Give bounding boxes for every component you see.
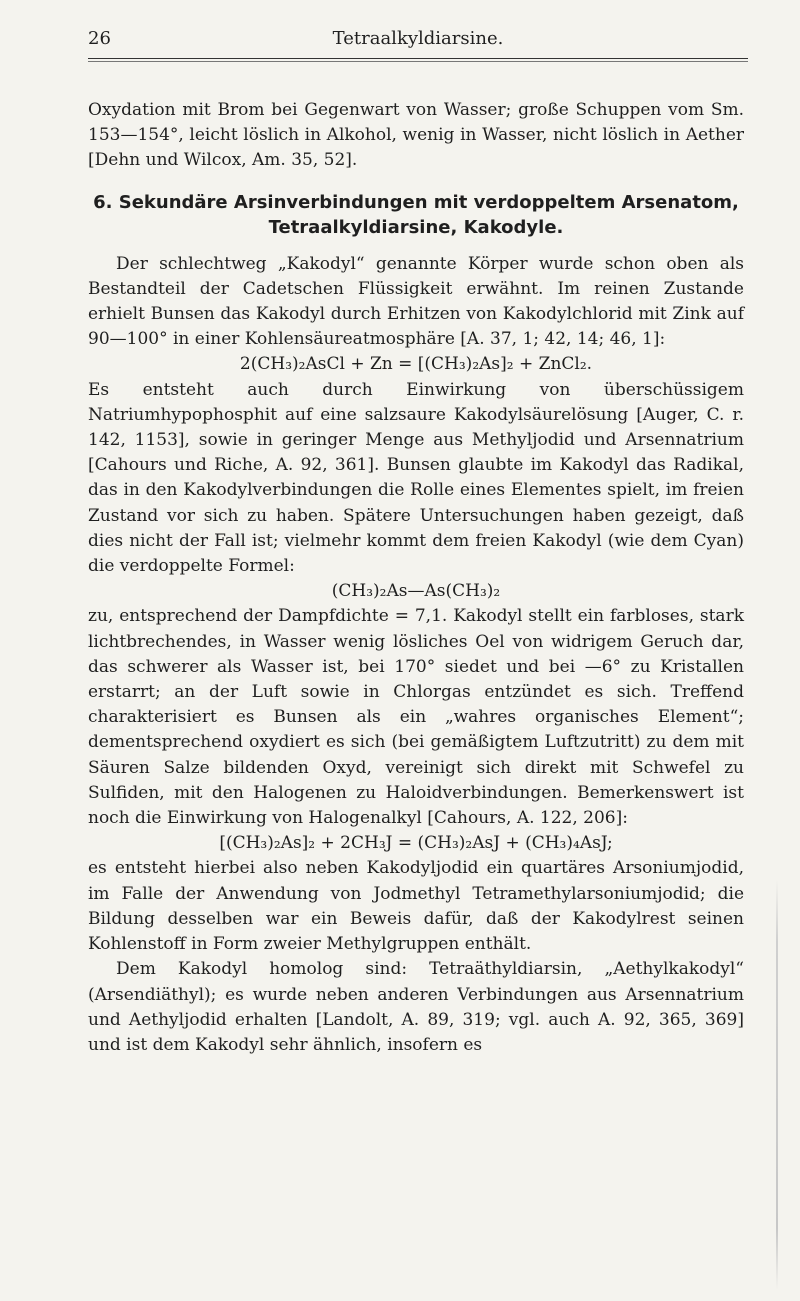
running-title: Tetraalkyldiarsine.: [332, 28, 504, 49]
scan-edge-shadow: [776, 880, 778, 1290]
formula-halogenalkyl: [(CH₃)₂As]₂ + 2CH₃J = (CH₃)₂AsJ + (CH₃)₄AsJ;: [219, 833, 613, 854]
page-number: 26: [88, 28, 111, 49]
section-heading-line-2: Tetraalkyldiarsine, Kakodyle.: [268, 216, 564, 238]
paragraph-oxydation: Oxydation mit Brom bei Gegenwart von Wasser; große Schuppen vom Sm. 153—154°, leicht löslich in Alkohol, wenig in Wasser, nicht löslich in Aether [Dehn und Wilcox, Am. 35, 52].: [88, 100, 744, 171]
body-text: [88, 98, 744, 1058]
paragraph-homologues: Dem Kakodyl homolog sind: Tetraäthyldiarsin, „Aethylkakodyl“ (Arsendiäthyl); es wurde neben anderen Verbindungen aus Arsennatrium und Aethyljodid erhalten [Landolt, A. 89, 319; vgl. auch A. 92, 365, 369] und ist dem Kakodyl sehr ähnlich, insofern es: [88, 959, 744, 1055]
paragraph-kakodyl-formation: Es entsteht auch durch Einwirkung von überschüssigem Natriumhypophosphit auf eine salzsaure Kakodylsäurelösung [Auger, C. r. 142, 1153], sowie in geringer Menge aus Methyljodid und Arsennatrium [Cahours und Riche, A. 92, 361]. Bunsen glaubte im Kakodyl das Radikal, das in den Kakodylverbindungen die Rolle eines Elementes spielt, im freien Zustand vor sich zu haben. Spätere Untersuchungen haben gezeigt, daß dies nicht der Fall ist; vielmehr kommt dem freien Kakodyl (wie dem Cyan) die verdoppelte Formel:: [88, 379, 744, 577]
paragraph-arsoniumjodid: es entsteht hierbei also neben Kakodyljodid ein quartäres Arsoniumjodid, im Falle der Anwendung von Jodmethyl Tetramethylarsoniumjodid; die Bildung desselben war ein Beweis dafür, daß der Kakodylrest seinen Kohlenstoff in Form zweier Methylgruppen enthält.: [88, 858, 744, 955]
paragraph-kakodyl-properties: zu, entsprechend der Dampfdichte = 7,1. Kakodyl stellt ein farbloses, stark lichtbrechendes, in Wasser wenig lösliches Oel von widrigem Geruch dar, das schwerer als Wasser ist, bei 170° siedet und bei —6° zu Kristallen erstarrt; an der Luft sowie in Chlorgas entzündet es sich. Treffend charakterisiert es Bunsen als ein „wahres organisches Element“; dementsprechend oxydiert es sich (bei gemäßigtem Luftzutritt) zu dem mit Säuren Salze bildenden Oxyd, vereinigt sich direkt mit Schwefel zu Sulfiden, mit den Halogenen zu Haloidverbindungen. Bemerkenswert ist noch die Einwirkung von Halogenalkyl [Cahours, A. 122, 206]:: [88, 606, 744, 829]
header-rule: [88, 58, 748, 62]
formula-doubled: (CH₃)₂As—As(CH₃)₂: [331, 581, 501, 602]
section-heading: [88, 190, 744, 240]
paragraph-kakodyl-intro: Der schlechtweg „Kakodyl“ genannte Körper wurde schon oben als Bestandteil der Cadetschen Flüssigkeit erwähnt. Im reinen Zustande erhielt Bunsen das Kakodyl durch Erhitzen von Kakodylchlorid mit Zink auf 90—100° in einer Kohlensäureatmosphäre [A. 37, 1; 42, 14; 46, 1]:: [88, 253, 744, 350]
running-head: [88, 20, 748, 56]
formula-kakodyl-synthesis: 2(CH₃)₂AsCl + Zn = [(CH₃)₂As]₂ + ZnCl₂.: [239, 354, 593, 375]
section-heading-line-1: 6. Sekundäre Arsinverbindungen mit verdoppeltem Arsenatom,: [93, 191, 739, 213]
